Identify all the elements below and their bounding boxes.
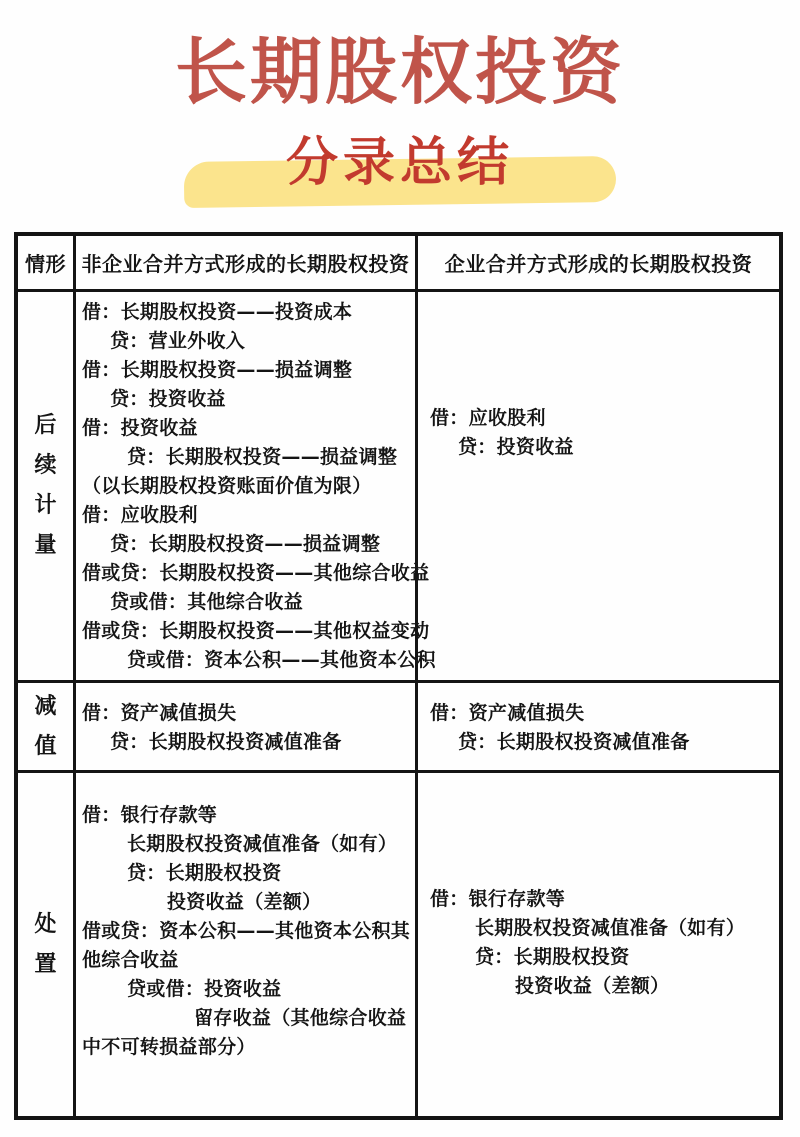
journal-line: 借或贷：长期股权投资——其他综合收益 [82, 562, 430, 584]
cell-disposal-merger [418, 773, 779, 1116]
journal-line: 借：应收股利 [430, 407, 546, 429]
journal-line: 中不可转损益部分） [82, 1036, 256, 1058]
journal-line: 投资收益（差额） [167, 891, 322, 913]
row-label-text: 减值 [34, 693, 57, 759]
cell-subsequent-merger [418, 292, 779, 683]
row-label-text: 后续计量 [34, 413, 57, 558]
header-non-merger: 非企业合并方式形成的长期股权投资 [76, 236, 418, 292]
journal-line: 贷：长期股权投资 [127, 862, 282, 884]
journal-line: 贷或借：资本公积——其他资本公积 [127, 649, 436, 671]
journal-line: 投资收益（差额） [515, 975, 670, 997]
header-merger: 企业合并方式形成的长期股权投资 [418, 236, 779, 292]
journal-line: 贷：营业外收入 [110, 330, 246, 352]
page-title: 长期股权投资 [174, 30, 625, 114]
header-situation: 情形 [18, 236, 76, 292]
journal-line: 借：资产减值损失 [430, 701, 585, 724]
journal-line: 贷：长期股权投资减值准备 [458, 730, 690, 753]
row-label-impairment [18, 683, 76, 773]
journal-line: 贷：长期股权投资——损益调整 [110, 533, 381, 555]
cell-impairment-non-merger [76, 683, 418, 773]
journal-line: 借：投资收益 [82, 417, 198, 439]
cell-impairment-merger [418, 683, 779, 773]
journal-summary-table [14, 232, 783, 1120]
page-subtitle: 分录总结 [285, 133, 514, 194]
journal-line: 借：长期股权投资——损益调整 [82, 359, 353, 381]
title-block [0, 0, 800, 195]
journal-line: 贷或借：其他综合收益 [110, 591, 304, 613]
journal-line: （以长期股权投资账面价值为限） [82, 475, 372, 497]
journal-line: 留存收益（其他综合收益 [194, 1007, 407, 1029]
journal-line: 借：资产减值损失 [82, 701, 237, 724]
journal-line: 借：银行存款等 [430, 888, 566, 910]
journal-line: 长期股权投资减值准备（如有） [475, 917, 746, 939]
row-label-subsequent-measurement [18, 292, 76, 683]
journal-line: 借：应收股利 [82, 504, 198, 526]
journal-line: 他综合收益 [82, 949, 179, 971]
journal-line: 贷：长期股权投资——损益调整 [127, 446, 398, 468]
journal-line: 借：长期股权投资——投资成本 [82, 301, 353, 323]
journal-line: 借：银行存款等 [82, 804, 218, 826]
journal-line: 贷：投资收益 [458, 436, 574, 458]
journal-line: 贷：长期股权投资减值准备 [110, 730, 342, 753]
cell-disposal-non-merger [76, 773, 418, 1116]
journal-line: 借或贷：长期股权投资——其他权益变动 [82, 620, 430, 642]
cell-subsequent-non-merger [76, 292, 436, 683]
journal-line: 贷：投资收益 [110, 388, 226, 410]
journal-line: 长期股权投资减值准备（如有） [127, 833, 398, 855]
journal-line: 借或贷：资本公积——其他资本公积其 [82, 920, 411, 942]
row-label-disposal [18, 773, 76, 1116]
journal-line: 贷：长期股权投资 [475, 946, 630, 968]
subtitle-block [286, 120, 514, 195]
row-label-text: 处置 [34, 911, 57, 977]
journal-line: 贷或借：投资收益 [127, 978, 282, 1000]
